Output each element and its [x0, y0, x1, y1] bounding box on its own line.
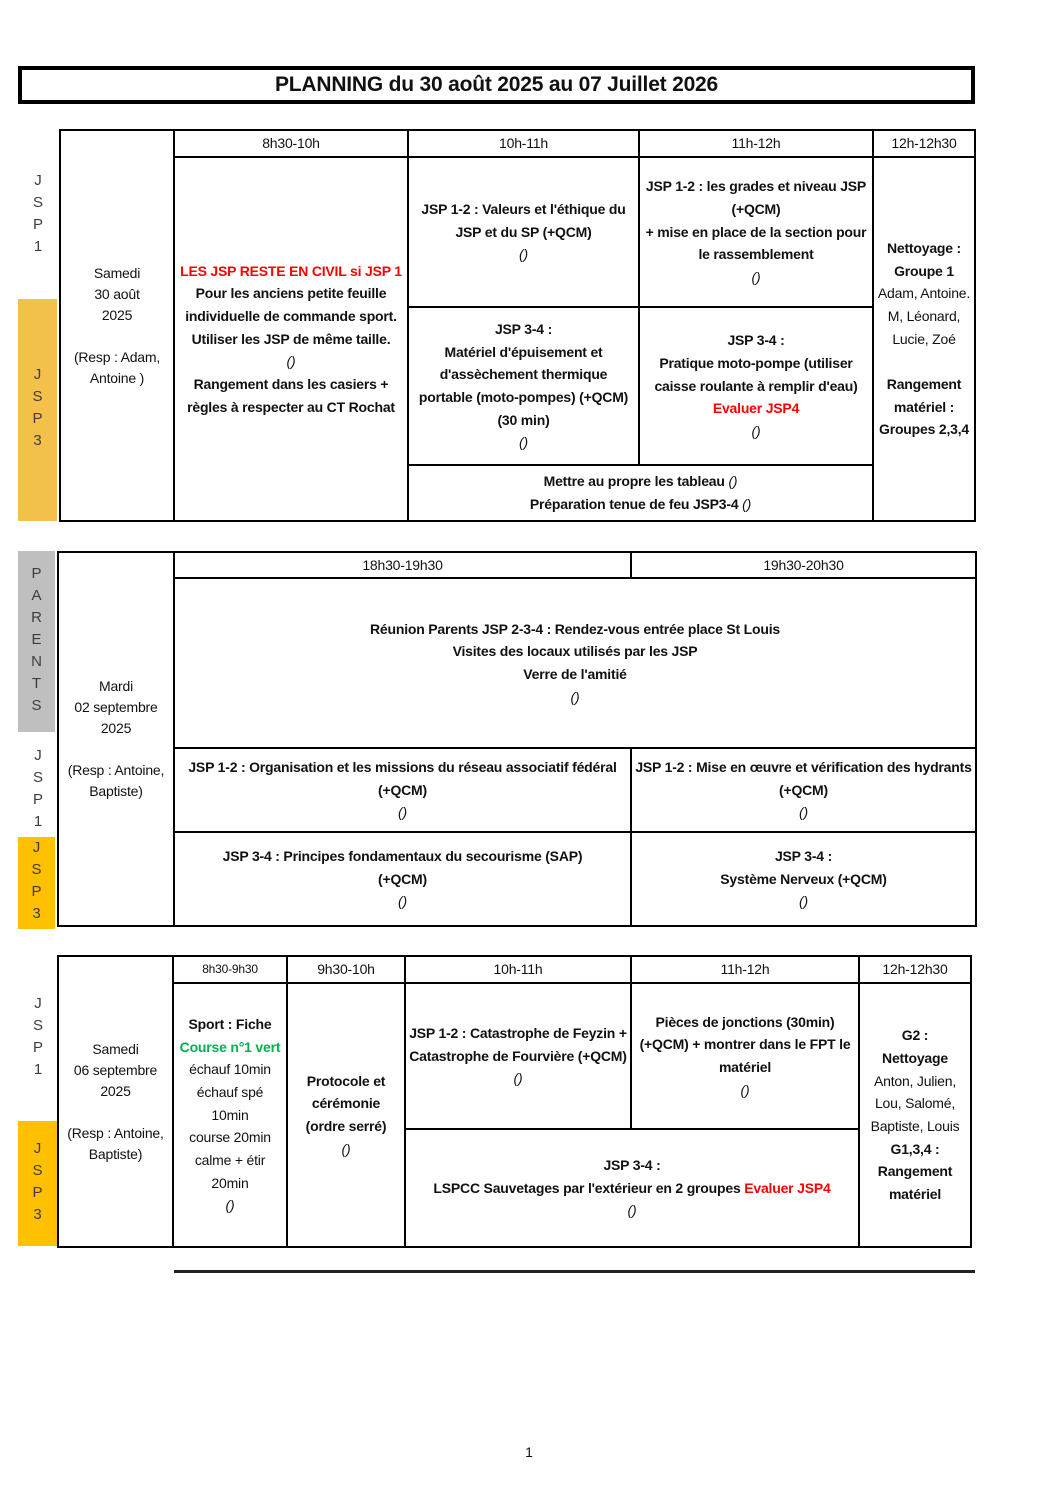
table-row: [58, 832, 976, 926]
schedule-table-sep06: [57, 955, 972, 1248]
time-header: 10h-11h: [408, 130, 639, 157]
jsp3-vertical-label: JSP3: [29, 366, 46, 454]
cell-1930-jsp12: JSP 1-2 : Mise en œuvre et vérification des hydrants (+QCM) (): [631, 748, 976, 832]
cell-12h-12h30: G2 : Nettoyage Anton, Julien, Lou, Salomé, Baptiste, Louis G1,3,4 : Rangement matériel: [859, 983, 971, 1247]
date-cell: Mardi 02 septembre 2025 (Resp : Antoine, Baptiste): [58, 552, 174, 926]
time-header: 12h-12h30: [859, 956, 971, 983]
page-title-text: PLANNING du 30 août 2025 au 07 Juillet 2026: [274, 73, 719, 96]
cell-1930-jsp34: JSP 3-4 : Système Nerveux (+QCM) (): [631, 832, 976, 926]
parents-vertical-label: PARENTS: [28, 564, 45, 719]
cell-bottom-notes: Mettre au propre les tableau () Préparation tenue de feu JSP3-4 (): [408, 465, 873, 521]
table-row: [58, 956, 971, 983]
cell-lspcc-jsp34: JSP 3-4 : LSPCC Sauvetages par l'extérieur en 2 groupes Evaluer JSP4 (): [405, 1129, 859, 1247]
jsp3-vertical-label: JSP3: [29, 1139, 46, 1228]
cell-12h-12h30: Nettoyage : Groupe 1 Adam, Antoine. M, Léonard, Lucie, Zoé Rangement matériel : Groupes 2,3,4: [873, 157, 975, 521]
side-label-jsp3-table2: [18, 837, 55, 929]
side-label-jsp1-table2: [26, 747, 50, 835]
cell-1830-jsp34: JSP 3-4 : Principes fondamentaux du secourisme (SAP) (+QCM) (): [174, 832, 631, 926]
side-label-jsp1-table1: [26, 170, 50, 262]
cell-11h-12h: Pièces de jonctions (30min) (+QCM) + montrer dans le FPT le matériel (): [631, 983, 859, 1129]
table-row: [60, 130, 975, 157]
side-label-jsp3-table3: [18, 1121, 57, 1246]
cell-8h30-10h: LES JSP RESTE EN CIVIL si JSP 1 Pour les anciens petite feuille individuelle de commande sport. Utiliser les JSP de même taille. () Rangement dans les casiers + règles à respecter au CT Rochat: [174, 157, 408, 521]
time-header: 19h30-20h30: [631, 552, 976, 578]
side-label-jsp1-table3: [26, 993, 50, 1085]
table-row: [60, 157, 975, 307]
cell-sport: Sport : Fiche Course n°1 vert échauf 10min échauf spé 10min course 20min calme + étir 20min (): [173, 983, 287, 1247]
cell-11h-12h-jsp12: JSP 1-2 : les grades et niveau JSP (+QCM) + mise en place de la section pour le rassemblement (): [639, 157, 873, 307]
next-table-top-border: [174, 1270, 975, 1273]
date-cell: Samedi 06 septembre 2025 (Resp : Antoine, Baptiste): [58, 956, 173, 1247]
page-title: [18, 66, 975, 104]
schedule-table-aug30: [59, 129, 976, 522]
table-row: [58, 748, 976, 832]
schedule-table-sep02: [57, 551, 977, 927]
time-header: 11h-12h: [639, 130, 873, 157]
cell-11h-12h-jsp34: JSP 3-4 : Pratique moto-pompe (utiliser caisse roulante à remplir d'eau) Evaluer JSP4 (): [639, 307, 873, 465]
side-label-parents-table2: [18, 551, 55, 732]
side-label-jsp3-table1: [18, 299, 57, 521]
table-row: [58, 552, 976, 578]
time-header: 18h30-19h30: [174, 552, 631, 578]
jsp3-vertical-label: JSP3: [28, 839, 45, 927]
jsp1-vertical-label: JSP1: [29, 747, 47, 835]
cell-10h-11h-jsp34: JSP 3-4 : Matériel d'épuisement et d'assèchement thermique portable (moto-pompes) (+QCM) (30 min) (): [408, 307, 639, 465]
date-cell: Samedi 30 août 2025 (Resp : Adam, Antoine ): [60, 130, 174, 521]
table-row: [58, 578, 976, 748]
jsp1-vertical-label: JSP1: [29, 172, 47, 260]
time-header: 8h30-9h30: [173, 956, 287, 983]
time-header: 8h30-10h: [174, 130, 408, 157]
cell-10h-11h-jsp12: JSP 1-2 : Valeurs et l'éthique du JSP et du SP (+QCM) (): [408, 157, 639, 307]
time-header: 12h-12h30: [873, 130, 975, 157]
cell-protocole: Protocole et cérémonie (ordre serré) (): [287, 983, 405, 1247]
table-row: [58, 983, 971, 1129]
cell-1830-jsp12: JSP 1-2 : Organisation et les missions du réseau associatif fédéral (+QCM) (): [174, 748, 631, 832]
cell-10h-11h-jsp12: JSP 1-2 : Catastrophe de Feyzin + Catastrophe de Fourvière (+QCM) (): [405, 983, 631, 1129]
page-number: 1: [525, 1444, 533, 1460]
cell-reunion-parents: Réunion Parents JSP 2-3-4 : Rendez-vous entrée place St Louis Visites des locaux utilisés par les JSP Verre de l'amitié (): [174, 578, 976, 748]
jsp1-vertical-label: JSP1: [29, 995, 47, 1083]
time-header: 10h-11h: [405, 956, 631, 983]
time-header: 11h-12h: [631, 956, 859, 983]
time-header: 9h30-10h: [287, 956, 405, 983]
